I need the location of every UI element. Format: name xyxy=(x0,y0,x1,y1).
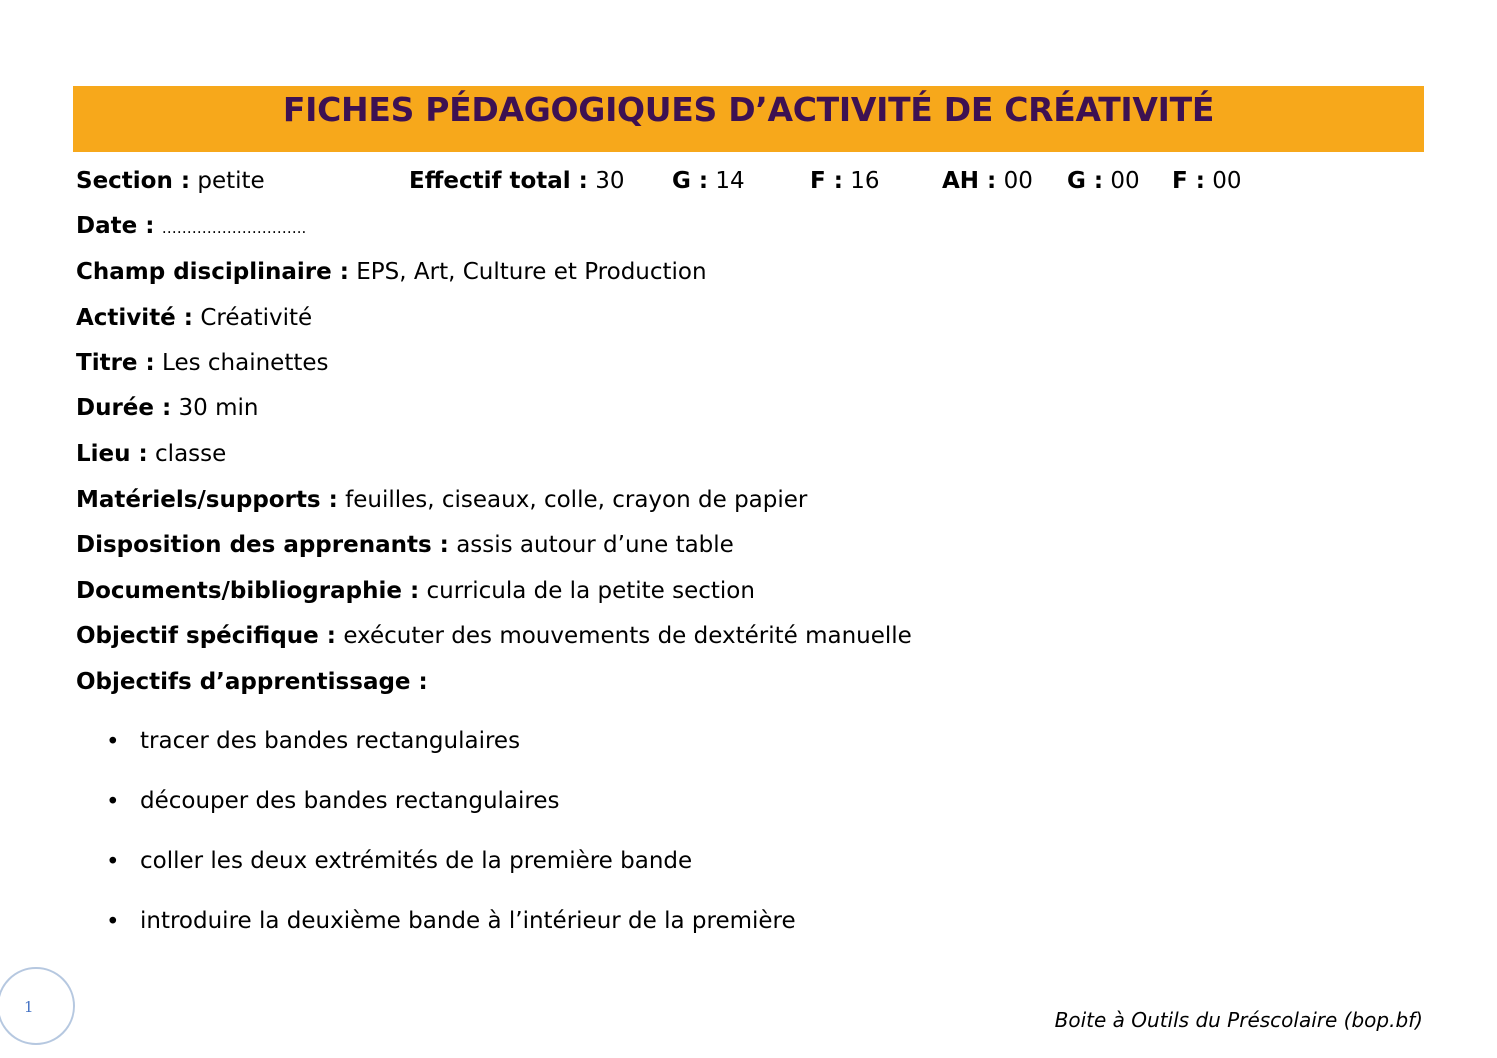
ah-girls-field xyxy=(1172,167,1242,195)
objectif-specifique-field xyxy=(76,622,912,650)
field-label: Date : xyxy=(76,213,155,239)
ah-value: 00 xyxy=(1003,168,1033,194)
objectifs-apprentissage-field xyxy=(76,668,428,696)
field-label: Documents/bibliographie : xyxy=(76,578,420,604)
field-value: assis autour d’une table xyxy=(456,532,734,558)
materiels-field xyxy=(76,486,807,514)
effectif-label: Effectif total : xyxy=(409,168,588,194)
section-label: Section : xyxy=(76,168,191,194)
field-label: Disposition des apprenants : xyxy=(76,532,449,558)
field-value: EPS, Art, Culture et Production xyxy=(356,259,707,285)
field-label: Titre : xyxy=(76,350,155,376)
boys-label: G : xyxy=(672,168,709,194)
page-number: 1 xyxy=(24,998,34,1016)
documents-field xyxy=(76,577,755,605)
ah-boys-field xyxy=(1067,167,1140,195)
page-title: FICHES PÉDAGOGIQUES D’ACTIVITÉ DE CRÉATIVITÉ xyxy=(282,90,1215,129)
field-value: 30 min xyxy=(178,395,259,421)
ah-girls-value: 00 xyxy=(1212,168,1242,194)
field-value: ……………………….. xyxy=(161,219,307,237)
effectif-value: 30 xyxy=(595,168,625,194)
title-banner xyxy=(73,86,1424,152)
date-field xyxy=(76,212,306,242)
field-value: Créativité xyxy=(200,305,313,331)
ah-girls-label: F : xyxy=(1172,168,1205,194)
field-label: Durée : xyxy=(76,395,172,421)
girls-field xyxy=(810,167,880,195)
disposition-field xyxy=(76,531,734,559)
field-value: Les chainettes xyxy=(162,350,329,376)
ah-boys-value: 00 xyxy=(1110,168,1140,194)
field-label: Champ disciplinaire : xyxy=(76,259,349,285)
boys-value: 14 xyxy=(715,168,745,194)
field-label: Matériels/supports : xyxy=(76,487,338,513)
duree-field xyxy=(76,394,258,422)
titre-field xyxy=(76,349,329,377)
bullet-icon: • xyxy=(106,729,120,755)
field-label: Activité : xyxy=(76,305,193,331)
list-item: découper des bandes rectangulaires xyxy=(140,788,560,814)
list-item: coller les deux extrémités de la première bande xyxy=(140,848,693,874)
field-label: Objectifs d’apprentissage : xyxy=(76,669,428,695)
field-value: classe xyxy=(155,441,227,467)
boys-field xyxy=(672,167,745,195)
field-value: exécuter des mouvements de dextérité manuelle xyxy=(343,623,912,649)
ah-field xyxy=(942,167,1033,195)
ah-label: AH : xyxy=(942,168,997,194)
field-value: feuilles, ciseaux, colle, crayon de papier xyxy=(345,487,808,513)
bullet-icon: • xyxy=(106,909,120,935)
list-item: introduire la deuxième bande à l’intérieur de la première xyxy=(140,908,796,934)
champ-field xyxy=(76,258,707,286)
field-label: Lieu : xyxy=(76,441,148,467)
field-label: Objectif spécifique : xyxy=(76,623,336,649)
page-number-circle xyxy=(0,967,75,1045)
field-value: curricula de la petite section xyxy=(426,578,755,604)
bullet-icon: • xyxy=(106,789,120,815)
girls-value: 16 xyxy=(850,168,880,194)
ah-boys-label: G : xyxy=(1067,168,1104,194)
activite-field xyxy=(76,304,312,332)
section-value: petite xyxy=(197,168,265,194)
footer-credit: Boite à Outils du Préscolaire (bop.bf) xyxy=(1054,1008,1423,1032)
bullet-icon: • xyxy=(106,849,120,875)
effectif-field xyxy=(409,167,624,195)
girls-label: F : xyxy=(810,168,843,194)
list-item: tracer des bandes rectangulaires xyxy=(140,728,521,754)
section-field xyxy=(76,167,265,195)
lieu-field xyxy=(76,440,226,468)
